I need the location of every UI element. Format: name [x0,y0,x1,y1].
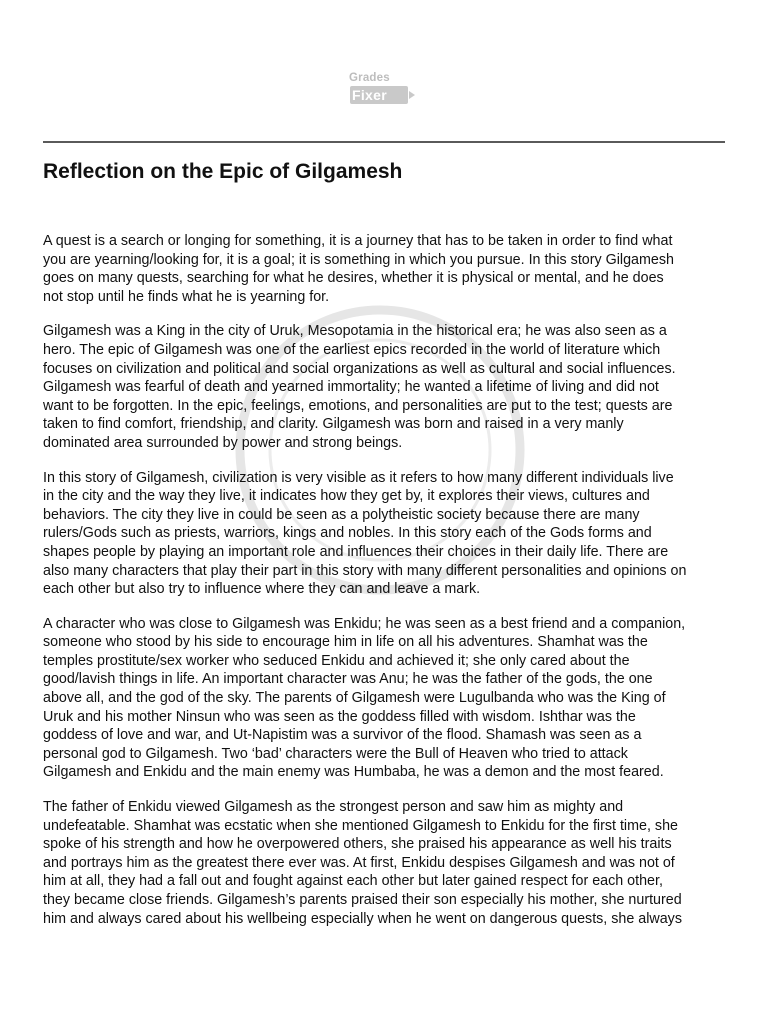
text-line: good/lavish things in life. An important character was Anu; he was the father of the gods, the one [43,671,653,688]
gradesfixer-logo[interactable] [349,71,421,107]
paragraph-3 [43,469,729,599]
text-line: him and always cared about his wellbeing especially when he went on dangerous quests, she always [43,910,682,927]
document-title: Reflection on the Epic of Gilgamesh [43,160,403,183]
header-divider [43,141,725,143]
text-line: want to be forgotten. In the epic, feelings, emotions, and personalities are put to the test; quests are [43,397,673,414]
text-line: in the city and the way they live, it indicates how they get by, it explores their views, cultures and [43,488,650,505]
text-line: each other but also try to influence where they can and leave a mark. [43,581,481,598]
text-line: focuses on civilization and political and social organizations as well as cultural and social influences. [43,360,676,377]
text-line: and portrays him as the greatest there ever was. At first, Enkidu despises Gilgamesh and was not of [43,854,675,871]
text-line: Gilgamesh was fearful of death and yearned immortality; he wanted a lifetime of living and did not [43,379,659,396]
text-line: A quest is a search or longing for something, it is a journey that has to be taken in order to find what [43,233,673,249]
text-line: In this story of Gilgamesh, civilization is very visible as it refers to how many different individuals live [43,469,674,486]
document-body [43,232,729,944]
text-line: shapes people by playing an important role and influences their choices in their daily life. There are [43,543,669,560]
text-line: temples prostitute/sex worker who seduced Enkidu and achieved it; she only cared about the [43,652,630,669]
text-line: goes on many quests, searching for what he desires, whether it is physical or mental, and he does [43,270,664,287]
text-line: undefeatable. Shamhat was ecstatic when she mentioned Gilgamesh to Enkidu for the first time, she [43,817,678,834]
logo-text-bottom: Fixer [352,87,387,103]
text-line: not stop until he finds what he is yearning for. [43,288,330,305]
text-line: A character who was close to Gilgamesh was Enkidu; he was seen as a best friend and a companion, [43,615,686,632]
text-line: Gilgamesh and Enkidu and the main enemy was Humbaba, he was a demon and the most feared. [43,764,664,781]
logo-text-top: Grades [349,72,390,84]
text-line: they became close friends. Gilgamesh’s parents praised their son especially his mother, she nurtured [43,892,682,908]
text-line: goddess of love and war, and Ut-Napistim was a survivor of the flood. Shamash was seen as a [43,727,642,744]
paragraph-5 [43,798,729,928]
paragraph-1 [43,232,729,306]
text-line: rulers/Gods such as priests, warriors, kings and nobles. In this story each of the Gods forms and [43,525,652,542]
text-line: someone who stood by his side to encourage him in life on all his adventures. Shamhat was the [43,634,648,651]
paragraph-2 [43,322,729,452]
text-line: dominated area surrounded by power and strong beings. [43,434,403,451]
text-line: taken to find comfort, friendship, and clarity. Gilgamesh was born and raised in a very manly [43,416,624,433]
text-line: spoke of his strength and how he overpowered others, she praised his appearance as well his traits [43,836,672,853]
text-line: hero. The epic of Gilgamesh was one of the earliest epics recorded in the world of literature which [43,341,661,358]
text-line: The father of Enkidu viewed Gilgamesh as the strongest person and saw him as mighty and [43,799,624,816]
text-line: you are yearning/looking for, it is a goal; it is something in which you pursue. In this story Gilgamesh [43,251,674,268]
paragraph-4 [43,615,729,782]
text-line: also many characters that play their part in this story with many different personalities and opinions on [43,562,687,579]
text-line: personal god to Gilgamesh. Two ‘bad’ characters were the Bull of Heaven who tried to attack [43,745,628,762]
text-line: Uruk and his mother Ninsun who was seen as the goddess filled with wisdom. Ishthar was the [43,708,636,725]
text-line: Gilgamesh was a King in the city of Uruk, Mesopotamia in the historical era; he was also seen as a [43,323,667,340]
text-line: behaviors. The city they live in could be seen as a polytheistic society because there are many [43,506,640,523]
text-line: above all, and the god of the sky. The parents of Gilgamesh were Lugulbanda who was the King of [43,690,666,707]
text-line: him at all, they had a fall out and fought against each other but later gained respect for each other, [43,873,663,890]
logo-arrow-icon [409,91,415,99]
